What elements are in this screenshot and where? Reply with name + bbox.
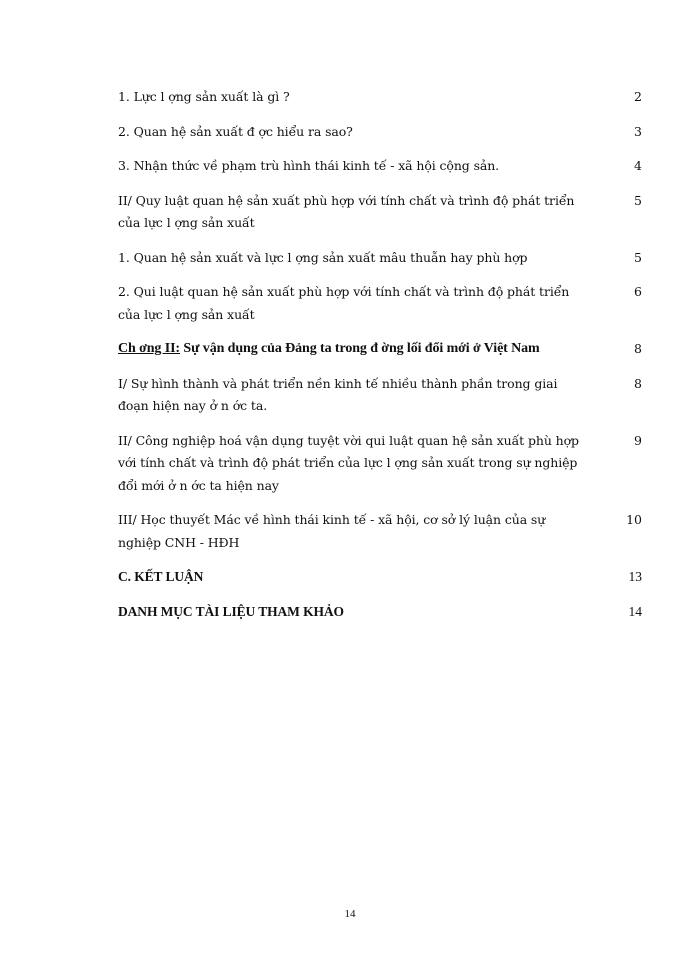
toc-entry bbox=[118, 190, 642, 235]
toc-entry-page: 8 bbox=[634, 375, 642, 391]
toc-entry-title: C. KẾT LUẬN bbox=[118, 569, 204, 584]
toc-entry-page: 14 bbox=[628, 603, 642, 619]
toc-entry-title: 1. Lực l ợng sản xuất là gì ? bbox=[118, 89, 290, 104]
toc-entry bbox=[118, 509, 642, 554]
toc-entry-title: 3. Nhận thức về phạm trù hình thái kinh tế - xã hội cộng sản. bbox=[118, 158, 500, 173]
toc-entry bbox=[118, 86, 642, 109]
toc-entry-title: III/ Học thuyết Mác về hình thái kinh tế - xã hội, cơ sở lý luận của sự nghiệp CNH - HĐH bbox=[118, 512, 546, 550]
toc-entry-title: DANH MỤC TÀI LIỆU THAM KHẢO bbox=[118, 603, 344, 619]
toc-entry-page: 3 bbox=[634, 123, 642, 139]
toc-entry-title: 2. Quan hệ sản xuất đ ợc hiểu ra sao? bbox=[118, 123, 353, 139]
toc-entry bbox=[118, 121, 642, 144]
chapter-name: Sự vận dụng của Đảng ta trong đ ờng lối đổi mới ở Việt Nam bbox=[180, 341, 540, 356]
table-of-contents bbox=[118, 86, 642, 635]
toc-chapter-entry bbox=[118, 338, 642, 361]
toc-entry-page: 10 bbox=[626, 512, 642, 527]
toc-entry-page: 13 bbox=[628, 569, 642, 584]
toc-entry-page: 4 bbox=[634, 158, 642, 173]
page-number: 14 bbox=[344, 908, 356, 920]
toc-entry bbox=[118, 247, 642, 270]
toc-entry-page: 2 bbox=[634, 89, 642, 104]
toc-entry-page: 8 bbox=[634, 341, 642, 356]
toc-entry-page: 9 bbox=[634, 432, 642, 448]
toc-entry-page: 5 bbox=[634, 249, 642, 265]
toc-entry-title: I/ Sự hình thành và phát triển nền kinh tế nhiều thành phần trong giai đoạn hiện nay ở n ớc ta. bbox=[118, 375, 558, 413]
toc-section-entry bbox=[118, 601, 642, 624]
toc-chapter-title bbox=[118, 338, 590, 361]
toc-entry bbox=[118, 373, 642, 418]
chapter-label: Ch ơng II: bbox=[118, 341, 180, 356]
toc-entry bbox=[118, 281, 642, 326]
toc-entry bbox=[118, 430, 642, 498]
toc-entry bbox=[118, 155, 642, 178]
toc-entry-title: II/ Công nghiệp hoá vận dụng tuyệt vời qui luật quan hệ sản xuất phù hợp với tính chất và trình độ phát triển của lực l ợng sản xuất trong sự nghiệp đổi mới ở n ớc ta hiện nay bbox=[118, 432, 579, 493]
toc-entry-page: 6 bbox=[634, 284, 642, 299]
toc-entry-title: 1. Quan hệ sản xuất và lực l ợng sản xuất mâu thuẫn hay phù hợp bbox=[118, 249, 528, 265]
toc-section-entry bbox=[118, 566, 642, 589]
toc-entry-title: 2. Qui luật quan hệ sản xuất phù hợp với tính chất và trình độ phát triển của lực l ợng sản xuất bbox=[118, 284, 570, 322]
toc-entry-title: II/ Quy luật quan hệ sản xuất phù hợp với tính chất và trình độ phát triển của lực l ợng sản xuất bbox=[118, 192, 575, 230]
toc-entry-page: 5 bbox=[634, 192, 642, 208]
